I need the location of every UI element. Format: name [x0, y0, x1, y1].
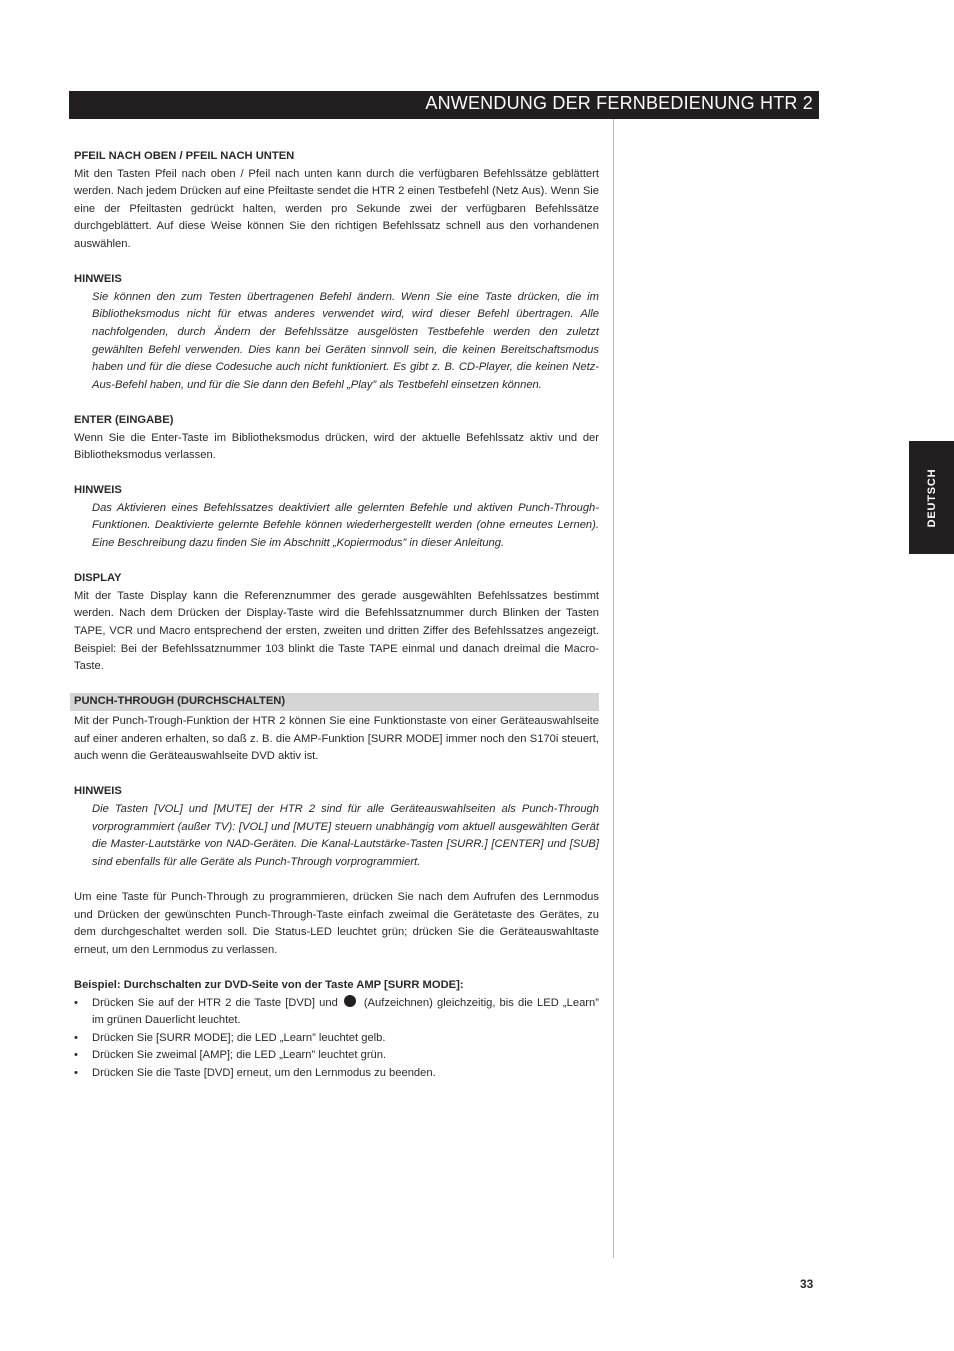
list-item	[74, 1065, 599, 1083]
note-heading-1: HINWEIS	[74, 273, 122, 286]
section-heading-enter: ENTER (EINGABE)	[74, 413, 174, 426]
example-heading: Beispiel: Durchschalten zur DVD-Seite von der Taste AMP [SURR MODE]:	[74, 978, 464, 991]
note-text-1: Sie können den zum Testen übertragenen Befehl ändern. Wenn Sie eine Taste drücken, die im Bibliotheksmodus nicht für etwas anderes verwendet wird, wird dieser Befehl übertragen. Alle nachfolgenden, durch Ändern der Befehlssätze ausgelösten Testbefehle werden den zuletzt gewählten Befehl verwenden. Dies kann bei Geräten sinnvoll sein, die keinen Bereitschaftsmodus haben und für die diese Codesuche auch nicht funktioniert. Es gibt z. B. CD-Player, die keinen Netz-Aus-Befehl haben, und für die Sie dann den Befehl „Play” als Testbefehl einsetzen können.	[92, 290, 599, 391]
main-content	[74, 148, 599, 1100]
section-text-punch-through: Mit der Punch-Trough-Funktion der HTR 2 können Sie eine Funktionstaste von einer Geräteauswahlseite auf einer anderen erhalten, so daß z. B. die AMP-Funktion [SURR MODE] immer noch den S170i steuert, auch wenn die Geräteauswahlseite DVD aktiv ist.	[74, 715, 599, 763]
section-heading-display: DISPLAY	[74, 572, 122, 585]
section-text-display: Mit der Taste Display kann die Referenznummer des gerade ausgewählten Befehlssatzes bestimmt werden. Nach dem Drücken der Display-Taste wird die Befehlssatznummer durch Blinken der Tasten TAPE, VCR und Macro entsprechend der ersten, zweiten und dritten Ziffer des Befehlssatzes angezeigt. Beispiel: Bei der Befehlssatznummer 103 blinkt die Taste TAPE einmal und danach dreimal die Macro-Taste.	[74, 589, 599, 673]
section-program	[74, 889, 599, 959]
step-1-text-b: (Aufzeichnen) gleichzeitig, bis die LED „Learn” im grünen Dauerlicht leuchtet.	[92, 996, 599, 1027]
section-text-program: Um eine Taste für Punch-Through zu programmieren, drücken Sie nach dem Aufrufen des Lernmodus und Drücken der gewünschten Punch-Through-Taste einfach zweimal die Gerätetaste des Gerätes, zu dem durchgeschaltet werden soll. Die Status-LED leuchtet grün; drücken Sie die Geräteauswahltaste erneut, um den Lernmodus zu verlassen.	[74, 890, 599, 956]
list-item	[74, 995, 599, 1030]
section-text-enter: Wenn Sie die Enter-Taste im Bibliotheksmodus drücken, wird der aktuelle Befehlssatz aktiv und der Bibliotheksmodus verlassen.	[74, 431, 599, 462]
list-item	[74, 1047, 599, 1065]
note-3	[74, 783, 599, 871]
bullet: •	[74, 1066, 78, 1079]
step-1-text-a: Drücken Sie auf der HTR 2 die Taste [DVD] und	[92, 996, 338, 1009]
step-3-text: Drücken Sie zweimal [AMP]; die LED „Learn” leuchtet grün.	[92, 1049, 387, 1062]
section-punch-through	[74, 693, 599, 765]
step-2-text: Drücken Sie [SURR MODE]; die LED „Learn” leuchtet gelb.	[92, 1031, 386, 1044]
section-display	[74, 570, 599, 676]
note-heading-3: HINWEIS	[74, 785, 122, 798]
note-2	[74, 482, 599, 552]
bullet: •	[74, 1049, 78, 1062]
section-example	[74, 977, 599, 1083]
bullet: •	[74, 1031, 78, 1044]
note-1	[74, 271, 599, 394]
column-divider	[613, 119, 614, 1258]
section-pfeil	[74, 148, 599, 254]
language-tab	[909, 441, 954, 554]
page-title: ANWENDUNG DER FERNBEDIENUNG HTR 2	[425, 93, 813, 113]
page-number: 33	[800, 1277, 814, 1291]
section-enter	[74, 412, 599, 465]
section-heading-pfeil: PFEIL NACH OBEN / PFEIL NACH UNTEN	[74, 150, 295, 162]
bullet: •	[74, 996, 78, 1009]
language-tab-label: DEUTSCH	[925, 468, 938, 527]
note-heading-2: HINWEIS	[74, 484, 122, 497]
note-text-3: Die Tasten [VOL] und [MUTE] der HTR 2 sind für alle Geräteauswahlseiten als Punch-Through vorprogrammiert (außer TV): [VOL] und [MUTE] steuern unabhängig vom aktuell ausgewählten Gerät die Master-Lautstärke von NAD-Geräten. Die Kanal-Lautstärke-Tasten [SURR.] [CENTER] und [SUB] sind ebenfalls für alle Geräte als Punch-Through vorprogrammiert.	[92, 802, 599, 868]
example-steps	[74, 995, 599, 1083]
section-heading-punch-through: PUNCH-THROUGH (DURCHSCHALTEN)	[70, 693, 599, 711]
step-4-text: Drücken Sie die Taste [DVD] erneut, um den Lernmodus zu beenden.	[92, 1066, 436, 1079]
header-bar	[69, 91, 819, 119]
list-item	[74, 1030, 599, 1048]
section-text-pfeil: Mit den Tasten Pfeil nach oben / Pfeil nach unten kann durch die verfügbaren Befehlssätze geblättert werden. Nach jedem Drücken auf eine Pfeiltaste sendet die HTR 2 einen Testbefehl (Netz Aus). Wenn Sie eine der Pfeiltasten gedrückt halten, werden pro Sekunde zwei der verfügbaren Befehlssätze durchgeblättert. Auf diese Weise können Sie den richtigen Befehlssatz schnell aus den vorhandenen auswählen.	[74, 167, 599, 250]
note-text-2: Das Aktivieren eines Befehlssatzes deaktiviert alle gelernten Befehle und aktiven Punch-Through-Funktionen. Deaktivierte gelernte Befehle können wiederhergestellt werden (ohne erneutes Lernen). Eine Beschreibung dazu finden Sie im Abschnitt „Kopiermodus” in dieser Anleitung.	[92, 501, 599, 550]
record-icon	[344, 995, 356, 1007]
